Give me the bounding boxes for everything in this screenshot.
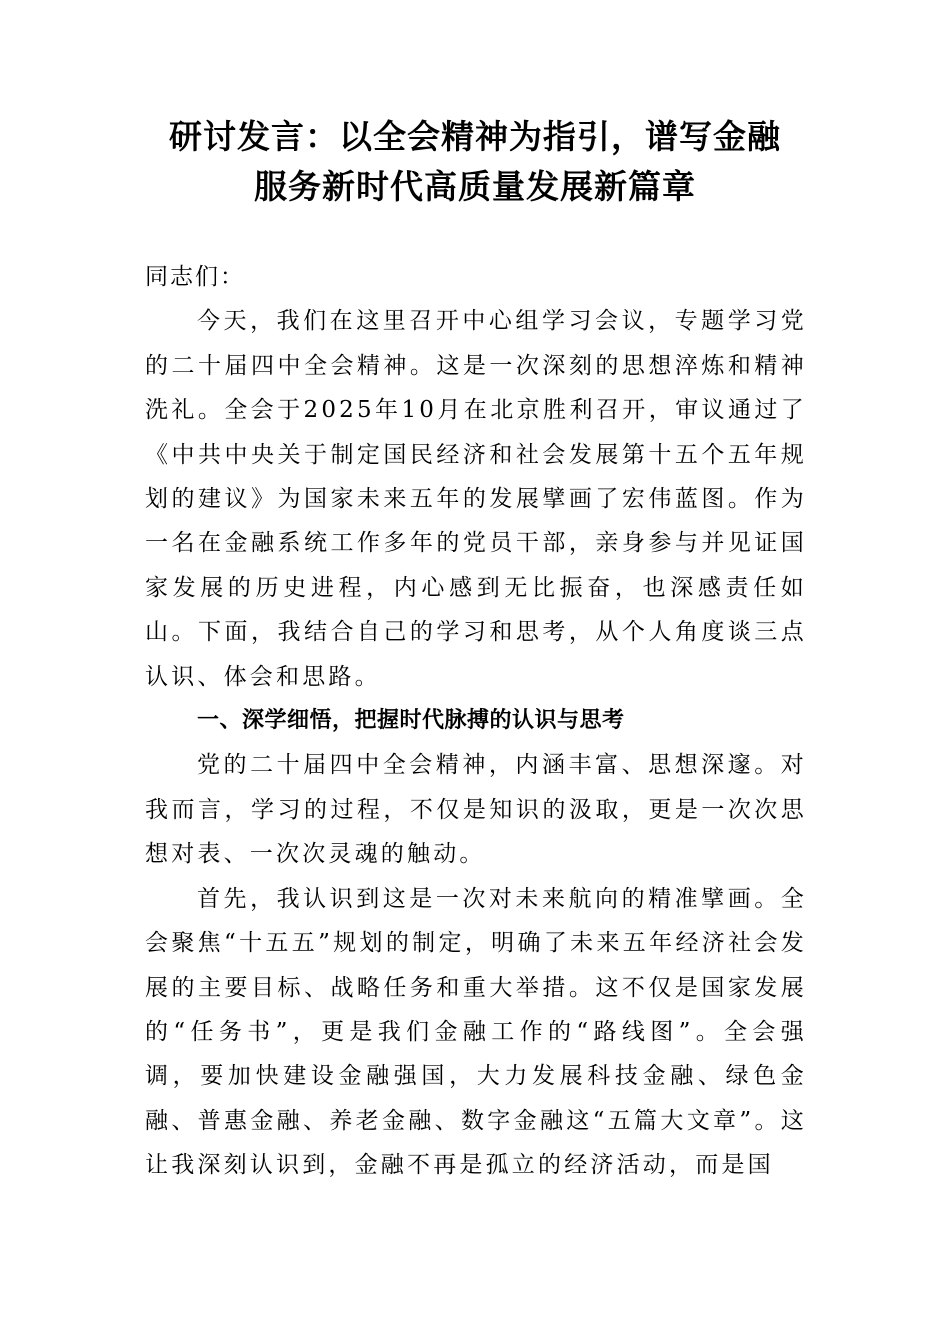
salutation: 同志们：	[145, 264, 245, 290]
document-body	[145, 255, 807, 1188]
title-line-1: 研讨发言：以全会精神为指引，谱写金融	[169, 117, 781, 156]
section1-paragraph-2: 首先，我认识到这是一次对未来航向的精准擘画。全会聚焦“十五五”规划的制定，明确了未来五年经济社会发展的主要目标、战略任务和重大举措。这不仅是国家发展的“任务书”，更是我们金融工作的“路线图”。全会强调，要加快建设金融强国，大力发展科技金融、绿色金融、普惠金融、养老金融、数字金融这“五篇大文章”。这让我深刻认识到，金融不再是孤立的经济活动，而是国	[145, 885, 807, 1179]
title-line-2: 服务新时代高质量发展新篇章	[254, 167, 696, 206]
section1-paragraph-1: 党的二十届四中全会精神，内涵丰富、思想深邃。对我而言，学习的过程，不仅是知识的汲取，更是一次次思想对表、一次次灵魂的触动。	[145, 752, 807, 868]
document-title	[120, 112, 830, 212]
intro-paragraph: 今天，我们在这里召开中心组学习会议，专题学习党的二十届四中全会精神。这是一次深刻的思想淬炼和精神洗礼。全会于2025年10月在北京胜利召开，审议通过了《中共中央关于制定国民经济和社会发展第十五个五年规划的建议》为国家未来五年的发展擘画了宏伟蓝图。作为一名在金融系统工作多年的党员干部，亲身参与并见证国家发展的历史进程，内心感到无比振奋，也深感责任如山。下面，我结合自己的学习和思考，从个人角度谈三点认识、体会和思路。	[145, 308, 807, 690]
section-heading-1: 一、深学细悟，把握时代脉搏的认识与思考	[197, 708, 625, 734]
